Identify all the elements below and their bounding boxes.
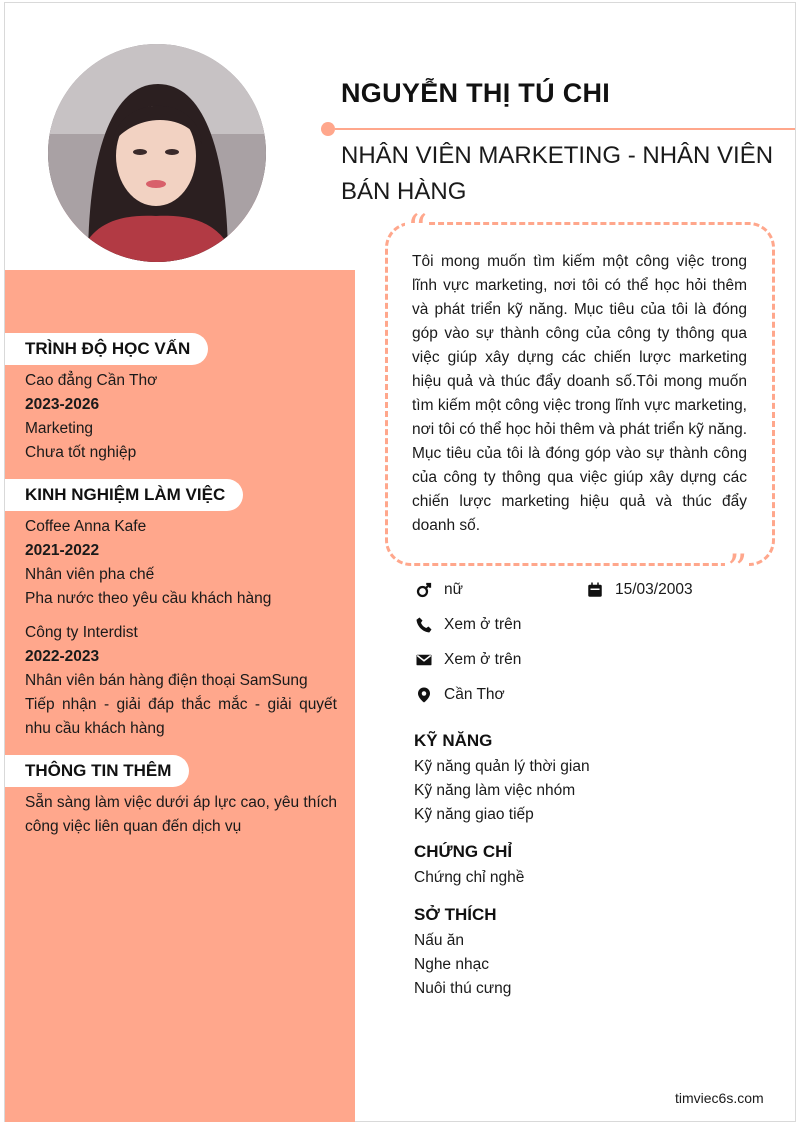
close-quote-icon: ” (727, 547, 748, 593)
contact-address (414, 685, 505, 705)
location-icon (414, 685, 434, 705)
contact-gender (414, 580, 463, 600)
list-item: Nuôi thú cưng (414, 980, 512, 997)
contact-birthday (585, 580, 693, 600)
title-divider-line (335, 128, 795, 130)
job-description: Pha nước theo yêu cầu khách hàng (25, 590, 272, 607)
avatar-photo (48, 44, 266, 262)
list-item: Kỹ năng làm việc nhóm (414, 782, 576, 799)
education-years: 2023-2026 (25, 396, 100, 413)
additional-text: Sẵn sàng làm việc dưới áp lực cao, yêu thích công việc liên quan đến dịch vụ (25, 794, 337, 835)
list-item: Nấu ăn (414, 932, 464, 949)
experience-job-2 (25, 621, 337, 741)
certificates-heading: CHỨNG CHỈ (414, 842, 513, 861)
experience-job-1 (25, 515, 337, 611)
email-icon (414, 650, 434, 670)
phone-value: Xem ở trên (444, 616, 522, 633)
job-company: Công ty Interdist (25, 624, 138, 641)
list-item: Chứng chỉ nghề (414, 869, 525, 886)
email-value: Xem ở trên (444, 651, 522, 668)
phone-icon (414, 615, 434, 635)
avatar (48, 44, 266, 262)
gender-value: nữ (444, 581, 463, 598)
list-item: Kỹ năng quản lý thời gian (414, 758, 590, 775)
skills-heading: KỸ NĂNG (414, 731, 493, 750)
job-years: 2021-2022 (25, 542, 100, 559)
address-value: Cần Thơ (444, 686, 505, 703)
contact-phone (414, 615, 521, 635)
title-divider-dot (321, 122, 335, 136)
list-item: Kỹ năng giao tiếp (414, 806, 534, 823)
job-company: Coffee Anna Kafe (25, 518, 147, 535)
contact-email (414, 650, 521, 670)
calendar-icon (585, 580, 605, 600)
job-years: 2022-2023 (25, 648, 100, 665)
birthday-value: 15/03/2003 (615, 581, 693, 598)
job-description: Tiếp nhận - giải đáp thắc mắc - giải quyết nhu cầu khách hàng (25, 696, 337, 737)
experience-heading: KINH NGHIỆM LÀM VIỆC (5, 479, 243, 511)
certificates-list (414, 866, 524, 890)
footer-site[interactable]: timviec6s.com (675, 1090, 764, 1106)
hobbies-heading: SỞ THÍCH (414, 905, 497, 924)
open-quote-icon: “ (407, 207, 428, 253)
education-major: Marketing (25, 420, 94, 437)
job-title: NHÂN VIÊN MARKETING - NHÂN VIÊN BÁN HÀNG (341, 142, 774, 205)
skills-list (414, 755, 590, 827)
education-status: Chưa tốt nghiệp (25, 444, 137, 461)
list-item: Nghe nhạc (414, 956, 489, 973)
education-school: Cao đẳng Cần Thơ (25, 372, 158, 389)
hobbies-list (414, 929, 511, 1001)
education-heading: TRÌNH ĐỘ HỌC VẤN (5, 333, 208, 365)
job-role: Nhân viên bán hàng điện thoại SamSung (25, 672, 308, 689)
objective-text: Tôi mong muốn tìm kiếm một công việc trong lĩnh vực marketing, nơi tôi có thể học hỏi thêm và phát triển kỹ năng. Mục tiêu của tôi là đóng góp vào sự thành công của công ty thông qua việc giúp xây dựng các chiến lược marketing hiệu quả và thúc đẩy doanh số.Tôi mong muốn tìm kiếm một công việc trong lĩnh vực marketing, nơi tôi có thể học hỏi thêm và phát triển kỹ năng. Mục tiêu của tôi là đóng góp vào sự thành công của công ty thông qua việc giúp xây dựng các chiến lược marketing hiệu quả và thúc đẩy doanh số. (412, 253, 747, 534)
gender-icon (414, 580, 434, 600)
education-block (25, 369, 337, 465)
candidate-name: NGUYỄN THỊ TÚ CHI (341, 78, 611, 108)
additional-heading: THÔNG TIN THÊM (5, 755, 189, 787)
job-role: Nhân viên pha chế (25, 566, 155, 583)
